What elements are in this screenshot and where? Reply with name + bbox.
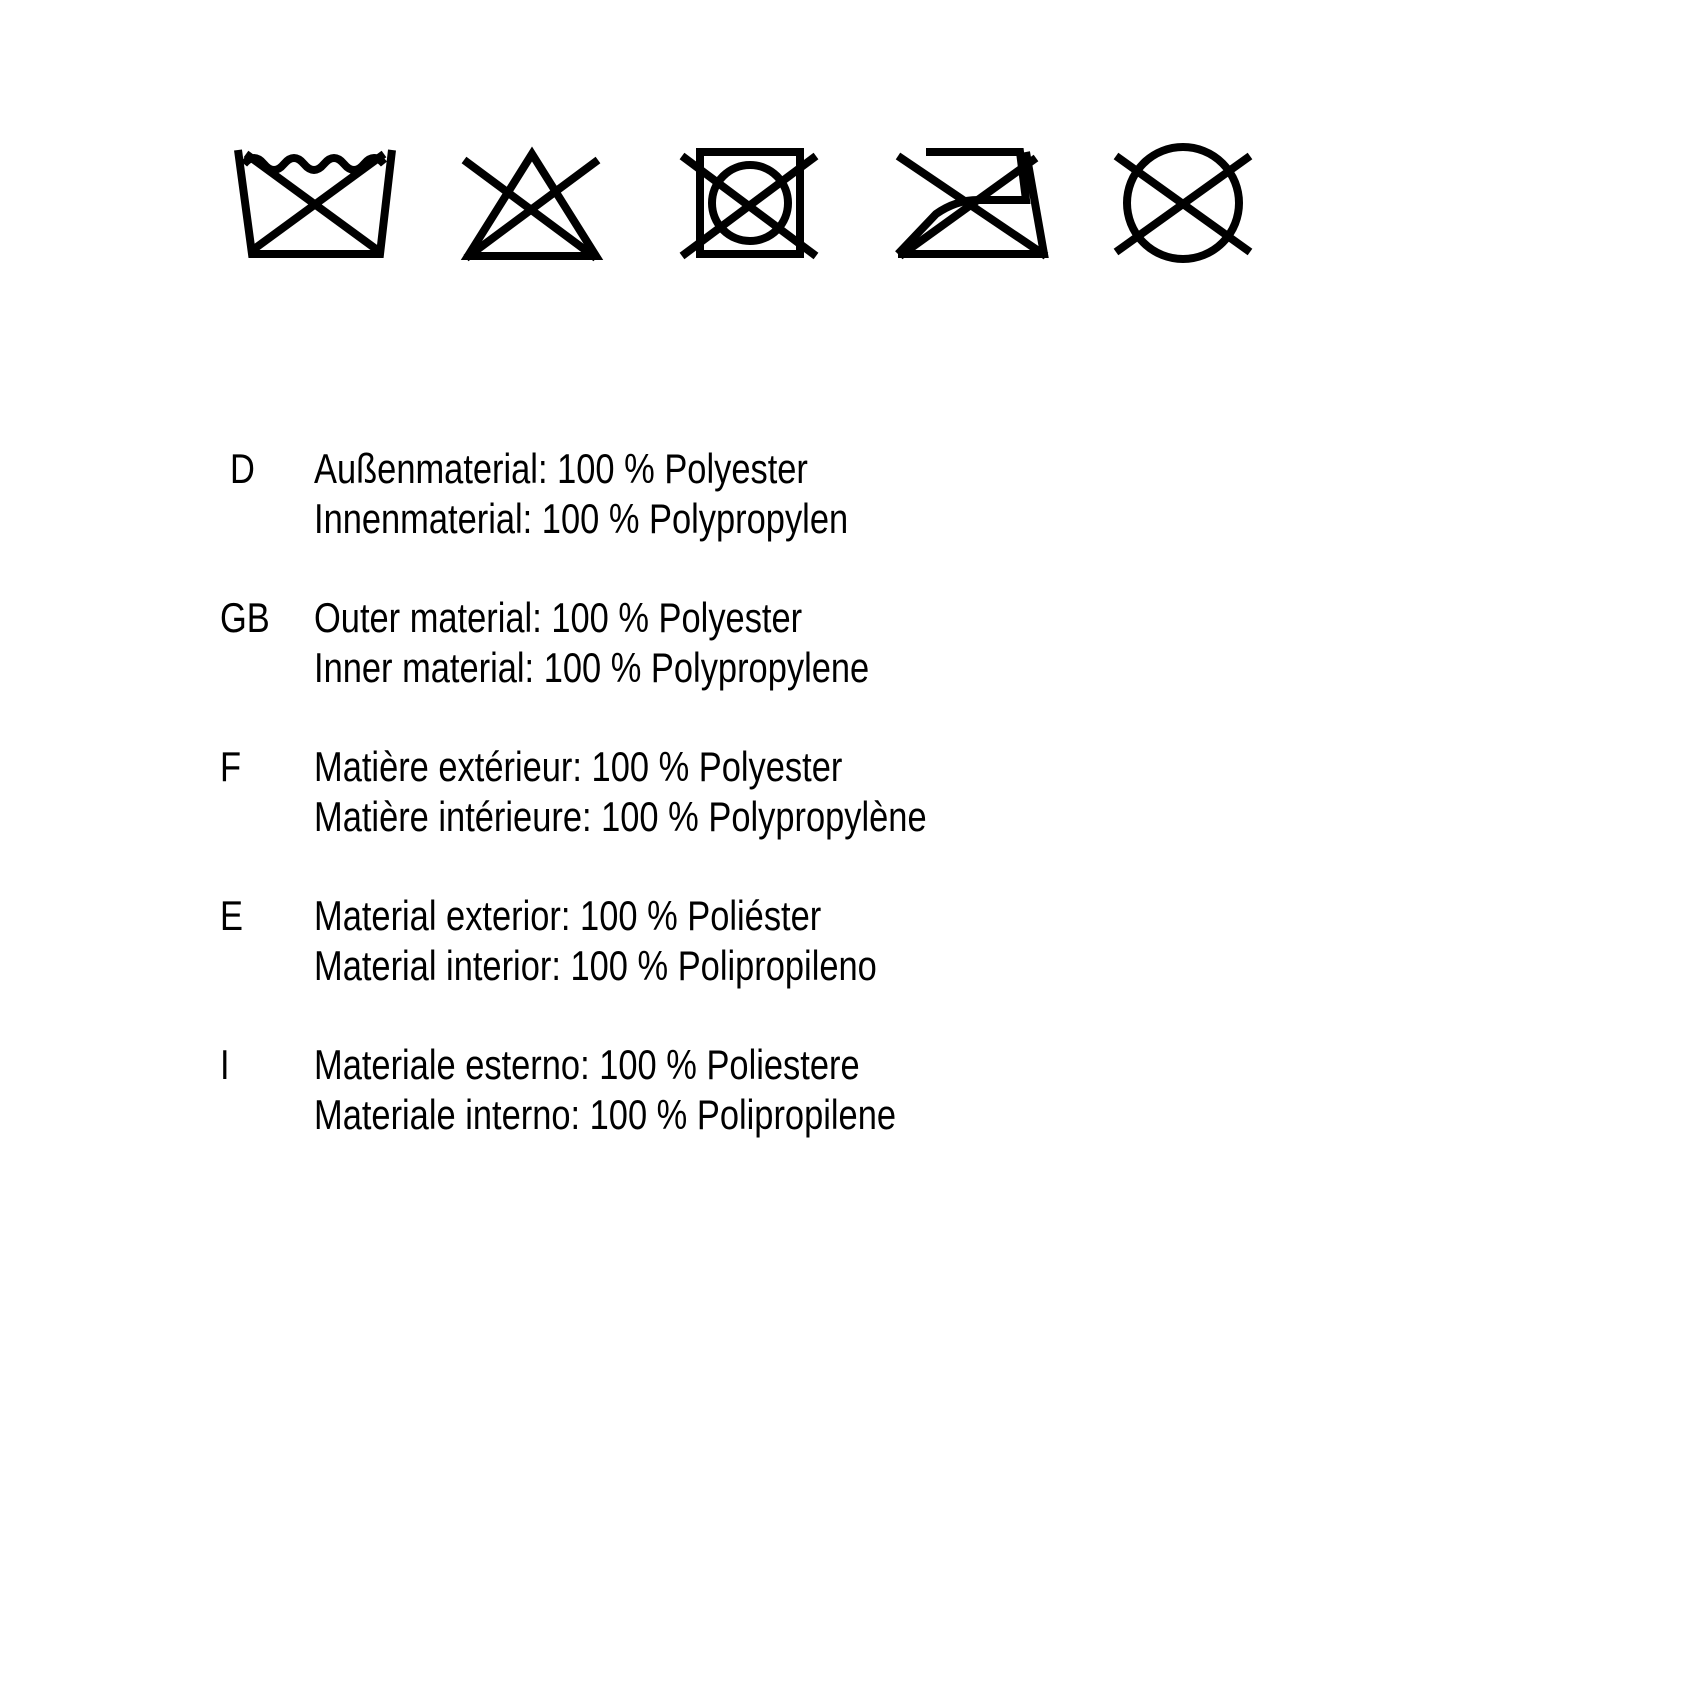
do-not-bleach-icon: [464, 154, 598, 258]
language-code: D: [230, 445, 255, 492]
care-symbols-svg: [0, 0, 1704, 300]
material-block-gb: [0, 593, 1200, 703]
do-not-tumble-dry-icon: [682, 152, 816, 256]
inner-material-text: Inner material: 100 % Polypropylene: [314, 644, 870, 691]
language-code: E: [220, 892, 243, 939]
material-block-fr: [0, 742, 1200, 852]
language-code: I: [220, 1041, 230, 1088]
inner-material-text: Innenmaterial: 100 % Polypropylen: [314, 495, 849, 542]
outer-material-text: Material exterior: 100 % Poliéster: [314, 892, 822, 939]
material-block-es: [0, 891, 1200, 1001]
do-not-dry-clean-icon: [1116, 147, 1250, 259]
outer-material-text: Matière extérieur: 100 % Polyester: [314, 743, 843, 790]
outer-material-text: Outer material: 100 % Polyester: [314, 594, 803, 641]
inner-material-text: Materiale interno: 100 % Polipropilene: [314, 1091, 897, 1138]
language-code: GB: [220, 594, 270, 641]
do-not-wash-icon: [238, 150, 392, 254]
outer-material-text: Materiale esterno: 100 % Poliestere: [314, 1041, 860, 1088]
material-block-it: [0, 1040, 1200, 1150]
material-block-de: [0, 444, 1200, 554]
outer-material-text: Außenmaterial: 100 % Polyester: [314, 445, 808, 492]
language-code: F: [220, 743, 242, 790]
do-not-iron-icon: [898, 152, 1046, 256]
inner-material-text: Matière intérieure: 100 % Polypropylène: [314, 793, 927, 840]
inner-material-text: Material interior: 100 % Polipropileno: [314, 942, 877, 989]
care-symbols-row: [0, 0, 1704, 300]
